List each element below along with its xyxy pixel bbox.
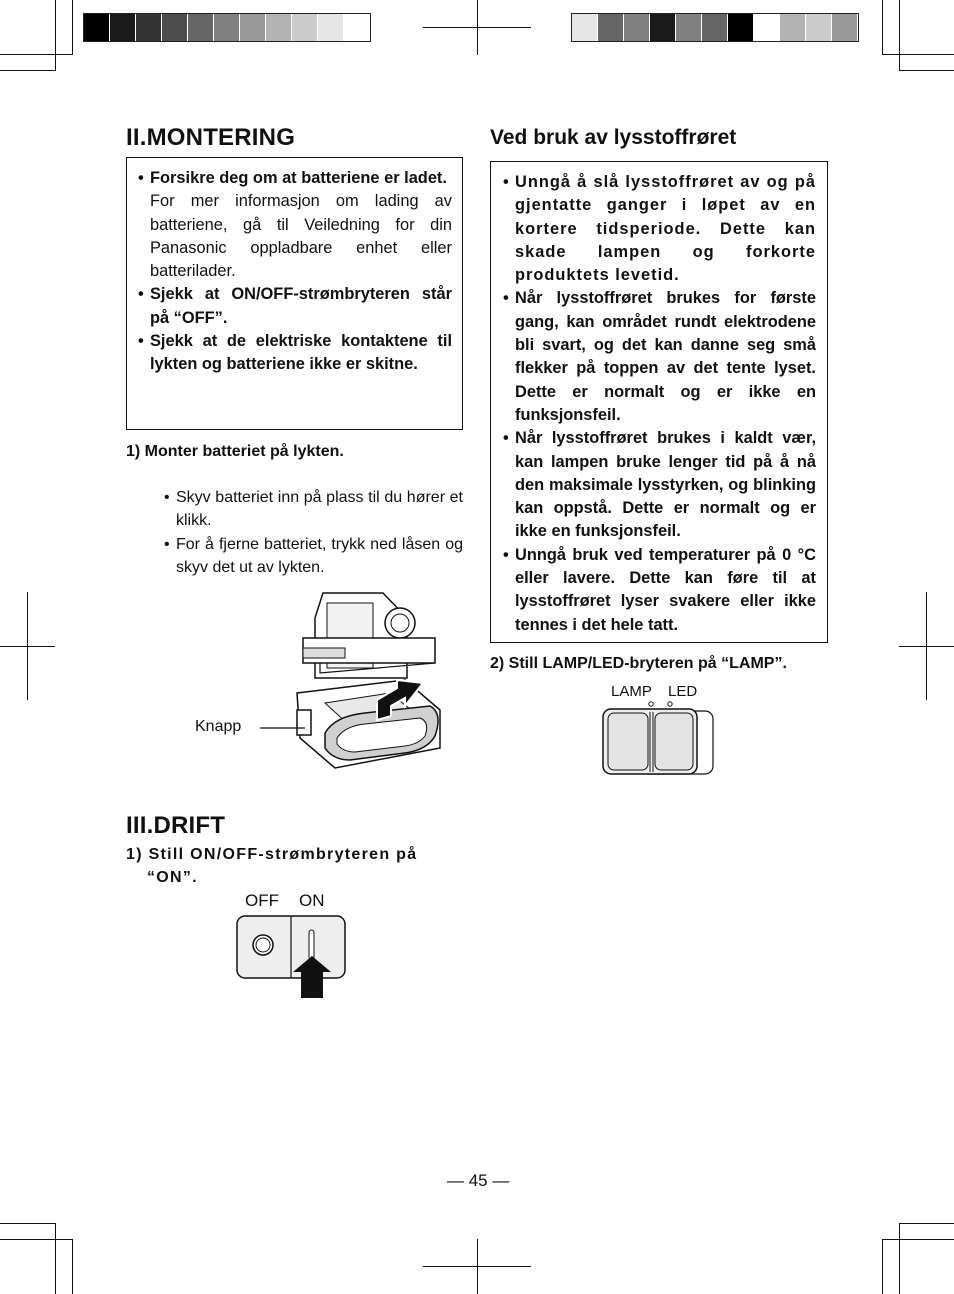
color-swatch bbox=[780, 14, 806, 41]
switch-off-label: OFF bbox=[245, 891, 279, 910]
color-swatch bbox=[84, 14, 110, 41]
list-item: • For å fjerne batteriet, trykk ned låsen og skyv det ut av lykten. bbox=[164, 535, 463, 576]
color-swatch bbox=[266, 14, 292, 41]
color-swatch bbox=[572, 14, 598, 41]
color-swatch bbox=[598, 14, 624, 41]
battery-insertion-illustration bbox=[255, 588, 445, 773]
box-item: • Unngå bruk ved temperaturer på 0 °C eller lavere. Dette kan føre til at lysstoffrøret lyser svakere eller ikke tennes i det hele tatt. bbox=[503, 545, 816, 634]
color-swatch bbox=[162, 14, 188, 41]
color-swatch bbox=[806, 14, 832, 41]
box-item: • Når lysstoffrøret brukes for første gang, kan området rundt elektrodene bli svart, og det kan danne seg små flekker på toppen av det tente lyset. Dette er normalt og er ikke en funksjonsfeil. bbox=[503, 289, 816, 424]
on-off-switch-illustration bbox=[235, 914, 347, 1000]
color-swatch bbox=[702, 14, 728, 41]
box-item: • Når lysstoffrøret brukes i kaldt vær, kan lampen bruke lenger tid på å nå den maksimale lysstyrken, og blinking kan oppstå. Dette er normalt og er ikke en funksjonsfeil. bbox=[503, 429, 816, 541]
color-swatch bbox=[110, 14, 136, 41]
color-swatch bbox=[832, 14, 858, 41]
color-swatch bbox=[676, 14, 702, 41]
box-item: • Forsikre deg om at batteriene er ladet. For mer informasjon om lading av batteriene, gå til Veiledning for din Panasonic oppladbare enhet eller batterilader. bbox=[138, 169, 452, 281]
switch-on-label: ON bbox=[299, 891, 325, 910]
color-bar-left bbox=[83, 13, 371, 42]
section-title-fluorescent: Ved bruk av lysstoffrøret bbox=[490, 126, 737, 149]
page-number: — 45 — bbox=[447, 1171, 510, 1190]
section-title-montering: II.MONTERING bbox=[126, 124, 296, 151]
list-item: • Skyv batteriet inn på plass til du hører et klikk. bbox=[164, 489, 463, 530]
color-swatch bbox=[344, 14, 370, 41]
lamp-led-switch-illustration bbox=[600, 700, 718, 780]
fluorescent-warnings-box bbox=[490, 161, 828, 643]
color-bar-right bbox=[571, 13, 859, 42]
section-title-drift: III.DRIFT bbox=[126, 812, 226, 839]
color-swatch bbox=[292, 14, 318, 41]
step-mount-battery: 1) Monter batteriet på lykten. bbox=[126, 443, 344, 460]
color-swatch bbox=[754, 14, 780, 41]
color-swatch bbox=[624, 14, 650, 41]
step-lamp-led: 2) Still LAMP/LED-bryteren på “LAMP”. bbox=[490, 655, 787, 672]
box-item: • Sjekk at ON/OFF-strømbryteren står på “OFF”. bbox=[138, 285, 452, 327]
lamp-label: LAMP bbox=[611, 683, 652, 700]
color-swatch bbox=[318, 14, 344, 41]
led-label: LED bbox=[668, 683, 698, 700]
box-item: • Sjekk at de elektriske kontaktene til lykten og batteriene ikke er skitne. bbox=[138, 332, 452, 374]
mount-instructions bbox=[164, 486, 463, 579]
box-item: • Unngå å slå lysstoffrøret av og på gjentatte ganger i løpet av en kortere tidsperiode. Dette kan skade lampen og forkorte produktets levetid. bbox=[503, 173, 816, 285]
color-swatch bbox=[188, 14, 214, 41]
color-swatch bbox=[214, 14, 240, 41]
color-swatch bbox=[650, 14, 676, 41]
color-swatch bbox=[728, 14, 754, 41]
precautions-box bbox=[126, 157, 463, 430]
color-swatch bbox=[240, 14, 266, 41]
knapp-label: Knapp bbox=[195, 718, 242, 735]
step-on-off: 1) Still ON/OFF-strømbryteren på “ON”. bbox=[126, 846, 418, 886]
color-swatch bbox=[136, 14, 162, 41]
